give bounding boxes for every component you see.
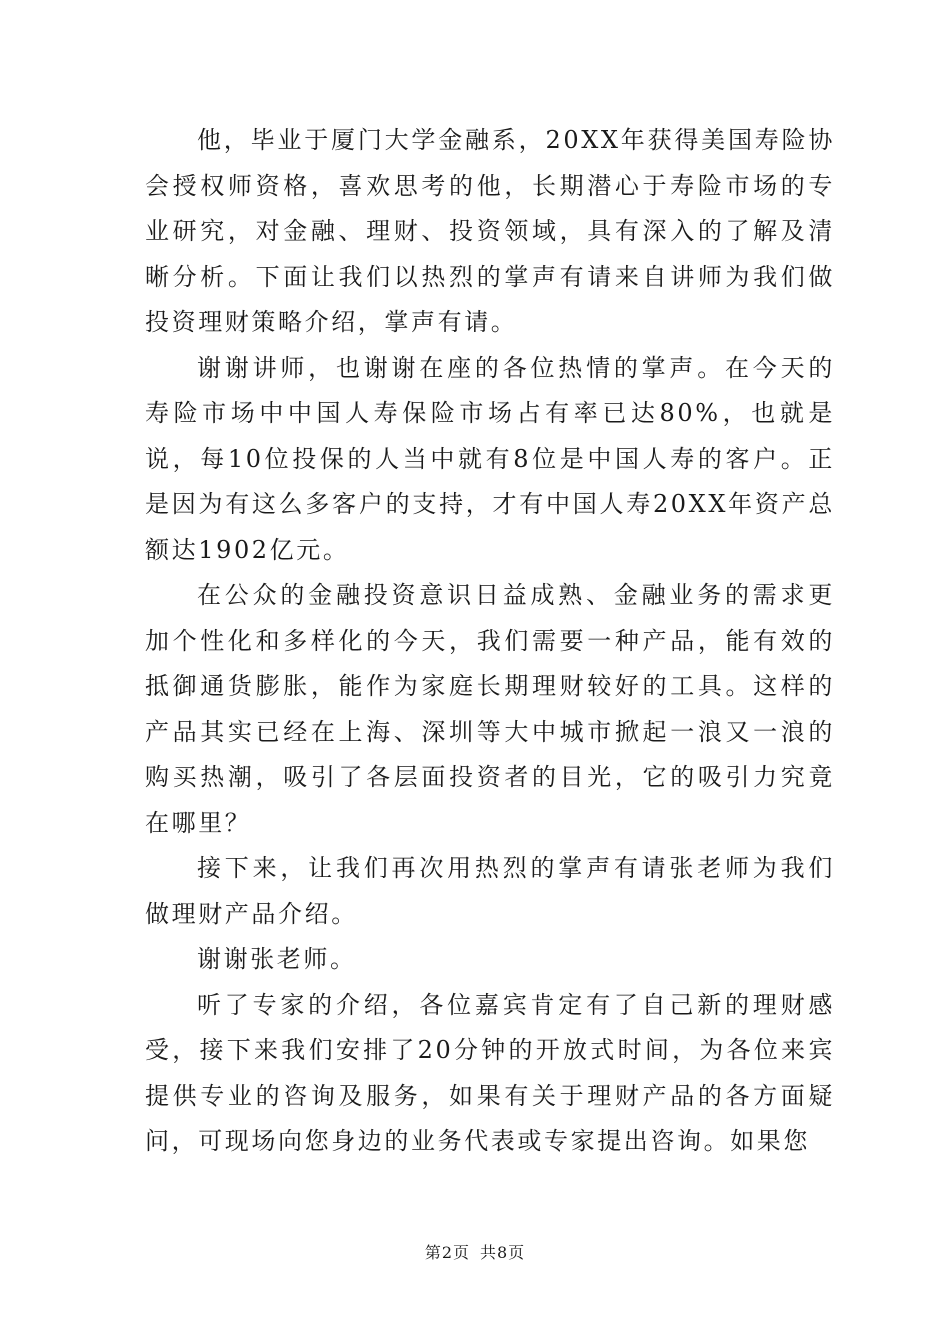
page-number-current: 第2页 (424, 1243, 470, 1262)
paragraph-5: 谢谢张老师。 (197, 945, 357, 973)
paragraph-6: 听了专家的介绍，各位嘉宾肯定有了自己新的理财感受，接下来我们安排了20分钟的开放式时间，为各位来宾提供专业的咨询及服务，如果有关于理财产品的各方面疑问，可现场向您身边的业务代表或专家提出咨询。如果您 (145, 990, 835, 1155)
page-number-total: 共8页 (480, 1243, 526, 1262)
paragraph-4: 接下来，让我们再次用热烈的掌声有请张老师为我们做理财产品介绍。 (145, 854, 835, 928)
document-body (145, 118, 835, 1165)
paragraph-3: 在公众的金融投资意识日益成熟、金融业务的需求更加个性化和多样化的今天，我们需要一种产品，能有效的抵御通货膨胀，能作为家庭长期理财较好的工具。这样的产品其实已经在上海、深圳等大中城市掀起一浪又一浪的购买热潮，吸引了各层面投资者的目光，它的吸引力究竟在哪里？ (145, 581, 835, 837)
paragraph-1: 他，毕业于厦门大学金融系，20XX年获得美国寿险协会授权师资格，喜欢思考的他，长期潜心于寿险市场的专业研究，对金融、理财、投资领域，具有深入的了解及清晰分析。下面让我们以热烈的掌声有请来自讲师为我们做投资理财策略介绍，掌声有请。 (145, 126, 835, 336)
page-footer (0, 1240, 950, 1263)
paragraph-2: 谢谢讲师，也谢谢在座的各位热情的掌声。在今天的寿险市场中中国人寿保险市场占有率已达80%，也就是说，每10位投保的人当中就有8位是中国人寿的客户。正是因为有这么多客户的支持，才有中国人寿20XX年资产总额达1902亿元。 (145, 353, 835, 564)
